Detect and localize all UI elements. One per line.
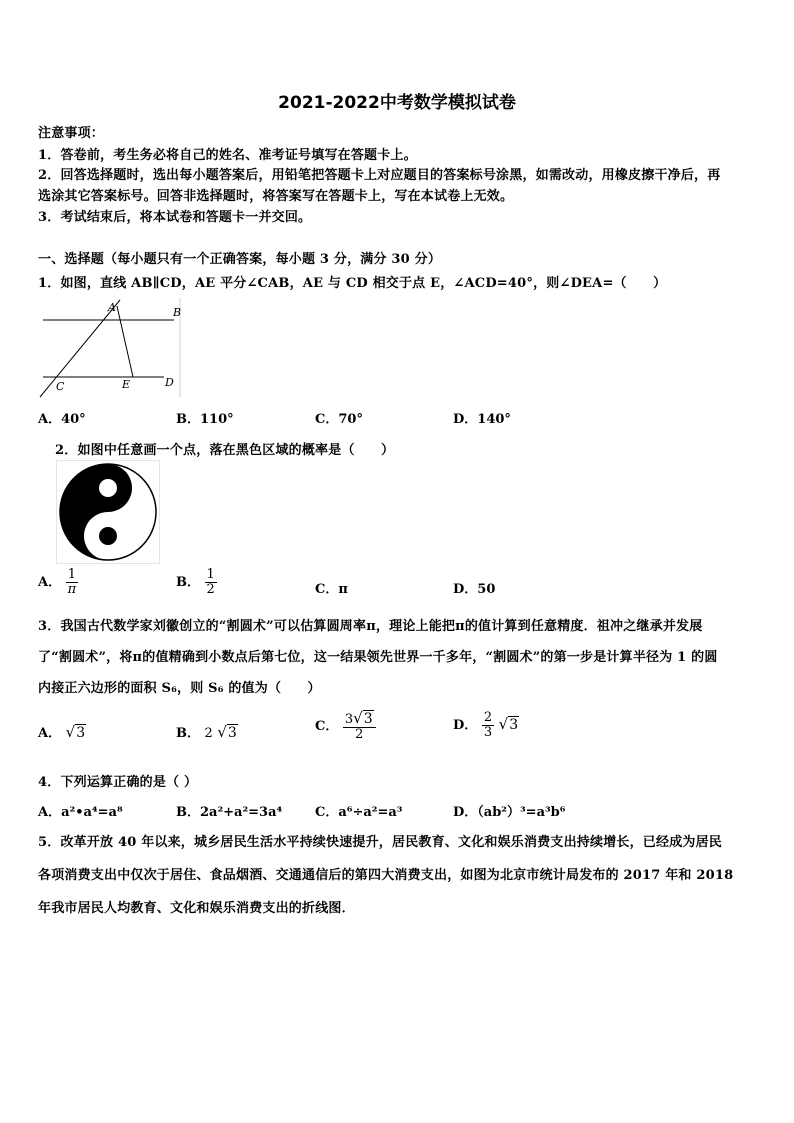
q3-option-c xyxy=(315,711,376,742)
q3-line-2: 了“割圆术”，将π的值精确到小数点后第七位，这一结果领先世界一千多年，“割圆术”的第一步是计算半径为 1 的圆 xyxy=(38,650,718,665)
label-d: D xyxy=(165,376,174,389)
fraction-denominator: 3 xyxy=(483,725,493,740)
q4-option-a: A．a²•a⁴=a⁸ xyxy=(38,805,123,820)
sqrt: √3 xyxy=(498,715,519,733)
notice-item-2-cont: 选涂其它答案标号。回答非选择题时，将答案写在答题卡上，写在本试卷上无效。 xyxy=(38,189,514,204)
q1-option-c: C．70° xyxy=(315,412,363,427)
q5-line-1: 5．改革开放 40 年以来，城乡居民生活水平持续快速提升，居民教育、文化和娱乐消费支出持续增长，已经成为居民 xyxy=(38,835,722,850)
q3-option-c-prefix: C． xyxy=(315,719,339,734)
radicand: 3 xyxy=(76,725,86,741)
q1-option-a: A．40° xyxy=(38,412,86,427)
q3-option-d-fraction xyxy=(482,711,494,740)
q3-line-1: 3．我国古代数学家刘徽创立的“割圆术”可以估算圆周率π，理论上能把π的值计算到任意精度．祖冲之继承并发展 xyxy=(38,619,703,634)
line-ca xyxy=(40,300,120,397)
sqrt: √3 xyxy=(65,723,86,741)
radicand: 3 xyxy=(509,717,519,733)
q3-option-b-prefix: B． xyxy=(176,726,200,741)
q1-geometry-figure xyxy=(38,298,184,398)
q2-stem: 2．如图中任意画一个点，落在黑色区域的概率是（ ） xyxy=(55,443,395,458)
q5-line-3: 年我市居民人均教育、文化和娱乐消费支出的折线图． xyxy=(38,901,355,916)
fraction-denominator: 2 xyxy=(206,582,215,597)
q2-option-a xyxy=(38,568,78,597)
q2-option-b-prefix: B． xyxy=(176,575,200,590)
q3-option-a xyxy=(38,722,86,741)
sqrt: √3 xyxy=(217,723,237,741)
fraction-numerator xyxy=(343,711,376,728)
fraction-numerator: 1 xyxy=(66,568,79,583)
white-dot xyxy=(99,479,117,497)
radicand: 3 xyxy=(363,711,373,727)
q1-stem: 1．如图，直线 AB∥CD，AE 平分∠CAB，AE 与 CD 相交于点 E，∠ACD=40°，则∠DEA=（ ） xyxy=(38,276,667,291)
q3-option-c-fraction xyxy=(343,711,376,742)
fraction-numerator: 1 xyxy=(206,567,215,582)
coefficient: 2 xyxy=(204,726,213,741)
label-e: E xyxy=(122,378,131,391)
q2-option-d: D．50 xyxy=(453,582,496,597)
q2-option-a-fraction xyxy=(66,568,79,597)
q2-option-b-fraction xyxy=(205,568,217,597)
notice-item-3: 3．考试结束后，将本试卷和答题卡一并交回。 xyxy=(38,210,312,225)
q4-option-d: D．（ab²）³=a³b⁶ xyxy=(453,805,566,820)
notice-heading: 注意事项： xyxy=(38,126,105,141)
coefficient: 3 xyxy=(344,712,354,727)
fraction-denominator: π xyxy=(67,582,77,597)
q1-option-d: D．140° xyxy=(453,412,511,427)
q4-stem: 4．下列运算正确的是（ ） xyxy=(38,775,198,790)
section-heading: 一、选择题（每小题只有一个正确答案，每小题 3 分，满分 30 分） xyxy=(38,252,442,267)
fraction-denominator: 2 xyxy=(355,727,364,742)
q4-option-b: B．2a²+a²=3a⁴ xyxy=(176,805,283,820)
q2-option-c: C．π xyxy=(315,582,348,597)
label-b: B xyxy=(173,306,182,319)
q2-option-a-prefix: A． xyxy=(38,575,62,590)
line-ae xyxy=(117,306,133,377)
fraction-numerator: 2 xyxy=(483,710,493,725)
notice-item-1: 1．答卷前，考生务必将自己的姓名、准考证号填写在答题卡上。 xyxy=(38,148,417,163)
q2-option-b xyxy=(176,568,217,597)
q3-option-d-prefix: D． xyxy=(453,718,478,733)
radicand: 3 xyxy=(227,725,237,741)
black-dot xyxy=(99,527,117,545)
q4-option-c: C．a⁶÷a²=a³ xyxy=(315,805,403,820)
q3-line-3: 内接正六边形的面积 S₆，则 S₆ 的值为（ ） xyxy=(38,681,321,696)
label-a: A xyxy=(108,301,116,314)
page-title: 2021-2022中考数学模拟试卷 xyxy=(278,93,516,113)
q3-option-b xyxy=(176,722,238,741)
label-c: C xyxy=(56,380,65,393)
sqrt: √3 xyxy=(353,709,373,727)
q2-yin-yang-figure xyxy=(56,460,160,564)
q1-option-b: B．110° xyxy=(176,412,234,427)
q3-option-a-prefix: A． xyxy=(38,726,62,741)
q5-line-2: 各项消费支出中仅次于居住、食品烟酒、交通通信后的第四大消费支出，如图为北京市统计局发布的 2017 年和 2018 xyxy=(38,868,734,883)
notice-item-2: 2．回答选择题时，选出每小题答案后，用铅笔把答题卡上对应题目的答案标号涂黑，如需改动，用橡皮擦干净后，再 xyxy=(38,168,721,183)
q3-option-d xyxy=(453,711,519,740)
